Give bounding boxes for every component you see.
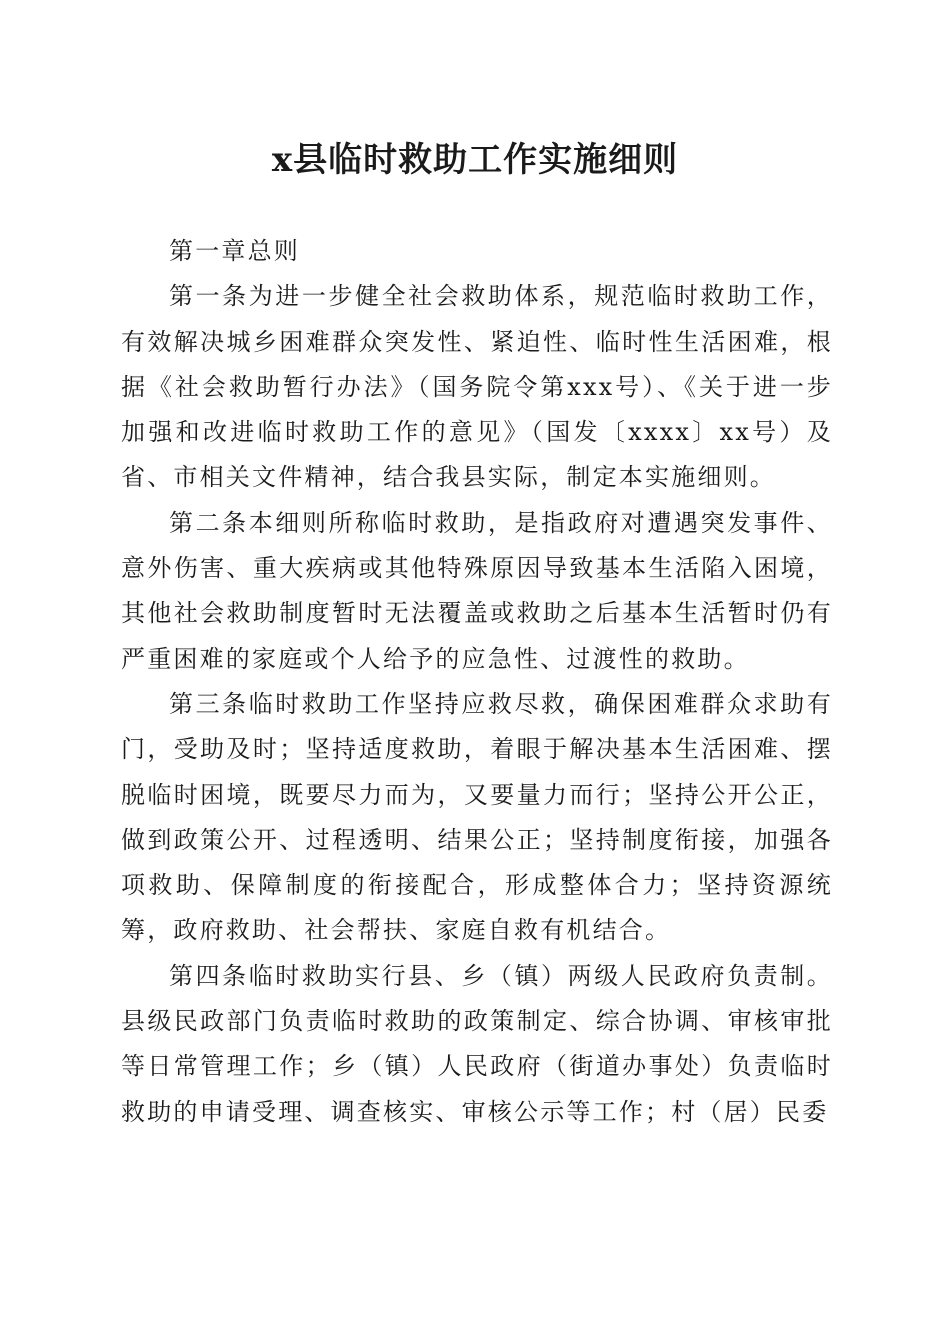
article-4: 第四条临时救助实行县、乡（镇）两级人民政府负责制。县级民政部门负责临时救助的政策制定、综合协调、审核审批等日常管理工作；乡（镇）人民政府（街道办事处）负责临时救助的申请受理、调查核实、审核公示等工作；村（居）民委 [121, 961, 833, 1126]
article-1: 第一条为进一步健全社会救助体系，规范临时救助工作，有效解决城乡困难群众突发性、紧迫性、临时性生活困难，根据《社会救助暂行办法》（国务院令第xxx号）、《关于进一步加强和改进临时救助工作的意见》（国发〔xxxx〕xx号）及省、市相关文件精神，结合我县实际，制定本实施细则。 [121, 282, 833, 492]
chapter-heading: 第一章总则 [169, 237, 300, 265]
document-body [121, 229, 833, 1135]
article-3: 第三条临时救助工作坚持应救尽救，确保困难群众求助有门，受助及时；坚持适度救助，着眼于解决基本生活困难、摆脱临时困境，既要尽力而为，又要量力而行；坚持公开公正，做到政策公开、过程透明、结果公正；坚持制度衔接，加强各项救助、保障制度的衔接配合，形成整体合力；坚持资源统筹，政府救助、社会帮扶、家庭自救有机结合。 [121, 689, 833, 945]
document-title: x县临时救助工作实施细则 [271, 140, 679, 180]
article-2: 第二条本细则所称临时救助，是指政府对遭遇突发事件、意外伤害、重大疾病或其他特殊原因导致基本生活陷入困境，其他社会救助制度暂时无法覆盖或救助之后基本生活暂时仍有严重困难的家庭或个人给予的应急性、过渡性的救助。 [121, 508, 833, 673]
